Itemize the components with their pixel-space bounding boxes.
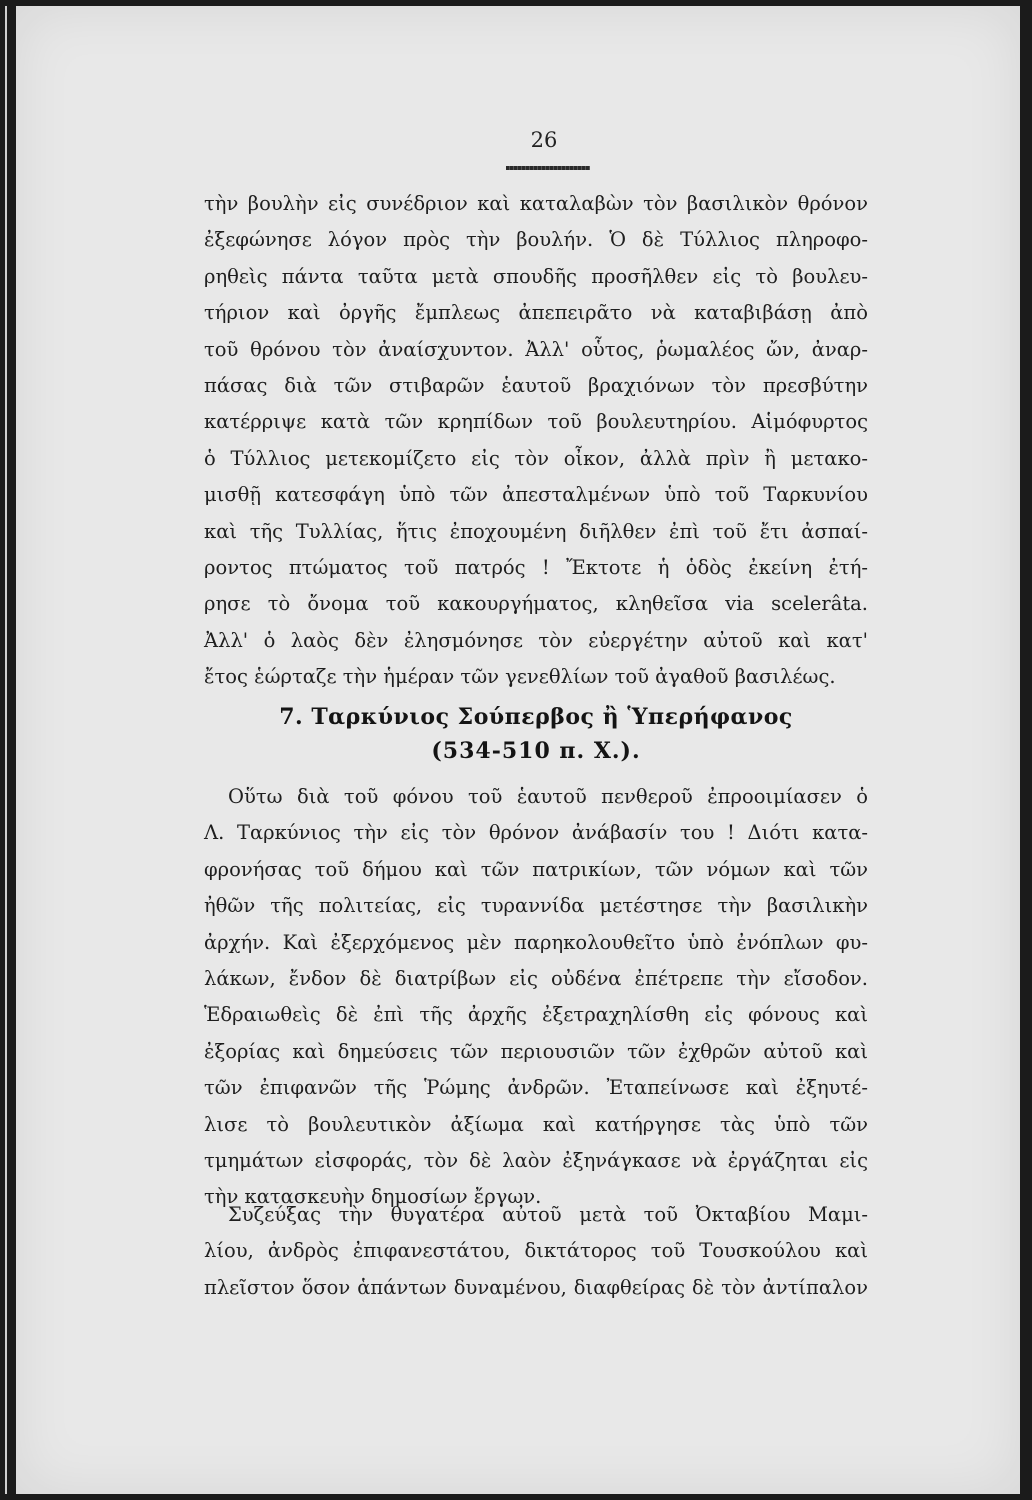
text-line: ἐξορίας καὶ δημεύσεις τῶν περιουσιῶν τῶν ἐχθρῶν αὐτοῦ καὶ bbox=[204, 1039, 868, 1063]
page-number: 26 bbox=[530, 128, 558, 152]
text-line: ρηθεὶς πάντα ταῦτα μετὰ σπουδῆς προσῆλθεν εἰς τὸ βουλευ- bbox=[204, 264, 868, 288]
text-line: ἔτος ἑώρταζε τὴν ἡμέραν τῶν γενεθλίων τοῦ ἀγαθοῦ βασιλέως. bbox=[204, 665, 836, 689]
text-line: λισε τὸ βουλευτικὸν ἀξίωμα καὶ κατήργησε τὰς ὑπὸ τῶν bbox=[204, 1112, 868, 1136]
text-line: λίου, ἀνδρὸς ἐπιφανεστάτου, δικτάτορος τοῦ Τουσκούλου καὶ bbox=[204, 1239, 868, 1263]
text-line: Ἀλλ' ὁ λαὸς δὲν ἐλησμόνησε τὸν εὐεργέτην αὐτοῦ καὶ κατ' bbox=[204, 628, 868, 652]
text-line: τήριον καὶ ὀργῆς ἔμπλεως ἀπεπειρᾶτο νὰ καταβιβάσῃ ἀπὸ bbox=[204, 301, 868, 325]
text-line: τμημάτων εἰσφοράς, τὸν δὲ λαὸν ἐξηνάγκασε νὰ ἐργάζηται εἰς bbox=[204, 1148, 868, 1172]
text-line: πλεῖστον ὅσον ἁπάντων δυναμένου, διαφθείρας δὲ τὸν ἀντίπαλον bbox=[204, 1275, 868, 1299]
section-heading: 7. Ταρκύνιος Σούπερβος ἢ Ὑπερήφανος bbox=[279, 704, 793, 730]
text-line: ρησε τὸ ὄνομα τοῦ κακουργήματος, κληθεῖσα via scelerâta. bbox=[204, 592, 868, 616]
text-line: Ἑδραιωθεὶς δὲ ἐπὶ τῆς ἀρχῆς ἐξετραχηλίσθη εἰς φόνους καὶ bbox=[204, 1003, 868, 1027]
text-line: Συζεύξας τὴν θυγατέρα αὐτοῦ μετὰ τοῦ Ὀκταβίου Μαμι- bbox=[228, 1203, 868, 1226]
text-line: τοῦ θρόνου τὸν ἀναίσχυντον. Ἀλλ' οὗτος, ῥωμαλέος ὤν, ἀναρ- bbox=[204, 337, 868, 361]
text-line: Οὕτω διὰ τοῦ φόνου τοῦ ἑαυτοῦ πενθεροῦ ἐπροοιμίασεν ὁ bbox=[228, 785, 868, 808]
text-line: τὴν κατασκευὴν δημοσίων ἔργων. bbox=[204, 1185, 542, 1209]
paragraph-top bbox=[204, 186, 868, 695]
text-line: Λ. Ταρκύνιος τὴν εἰς τὸν θρόνον ἀνάβασίν του ! Διότι κατα- bbox=[204, 821, 868, 845]
paragraph-bottom bbox=[204, 1197, 868, 1306]
text-line: μισθῇ κατεσφάγη ὑπὸ τῶν ἀπεσταλμένων ὑπὸ τοῦ Ταρκυνίου bbox=[204, 483, 868, 507]
text-line: ἀρχήν. Καὶ ἐξερχόμενος μὲν παρηκολουθεῖτο ὑπὸ ἐνόπλων φυ- bbox=[204, 930, 868, 954]
text-line: ὁ Τύλλιος μετεκομίζετο εἰς τὸν οἶκον, ἀλλὰ πρὶν ἢ μετακο- bbox=[204, 446, 868, 470]
text-line: ἠθῶν τῆς πολιτείας, εἰς τυραννίδα μετέστησε τὴν βασιλικὴν bbox=[204, 894, 868, 918]
text-line: λάκων, ἔνδον δὲ διατρίβων εἰς οὐδένα ἐπέτρεπε τὴν εἴσοδον. bbox=[204, 966, 868, 990]
text-line: κατέρριψε κατὰ τῶν κρηπίδων τοῦ βουλευτηρίου. Αἱμόφυρτος bbox=[204, 410, 868, 434]
page-edge bbox=[5, 6, 7, 1494]
text-line: τὴν βουλὴν εἰς συνέδριον καὶ καταλαβὼν τὸν βασιλικὸν θρόνον bbox=[204, 192, 868, 215]
text-line: πάσας διὰ τῶν στιβαρῶν ἑαυτοῦ βραχιόνων τὸν πρεσβύτην bbox=[204, 373, 868, 397]
text-line: καὶ τῆς Τυλλίας, ἥτις ἐποχουμένη διῆλθεν ἐπὶ τοῦ ἔτι ἀσπαί- bbox=[204, 519, 868, 543]
text-line: τῶν ἐπιφανῶν τῆς Ῥώμης ἀνδρῶν. Ἐταπείνωσε καὶ ἐξηυτέ- bbox=[204, 1076, 868, 1100]
section-dates: (534-510 π. Χ.). bbox=[431, 738, 641, 764]
ornamental-rule bbox=[506, 166, 590, 170]
text-line: φρονήσας τοῦ δήμου καὶ τῶν πατρικίων, τῶν νόμων καὶ τῶν bbox=[204, 857, 868, 881]
text-line: ροντος πτώματος τοῦ πατρός ! Ἔκτοτε ἡ ὁδὸς ἐκείνη ἐτή- bbox=[204, 555, 868, 579]
paragraph-middle bbox=[204, 779, 868, 1216]
text-line: ἐξεφώνησε λόγον πρὸς τὴν βουλήν. Ὁ δὲ Τύλλιος πληροφο- bbox=[204, 228, 868, 252]
